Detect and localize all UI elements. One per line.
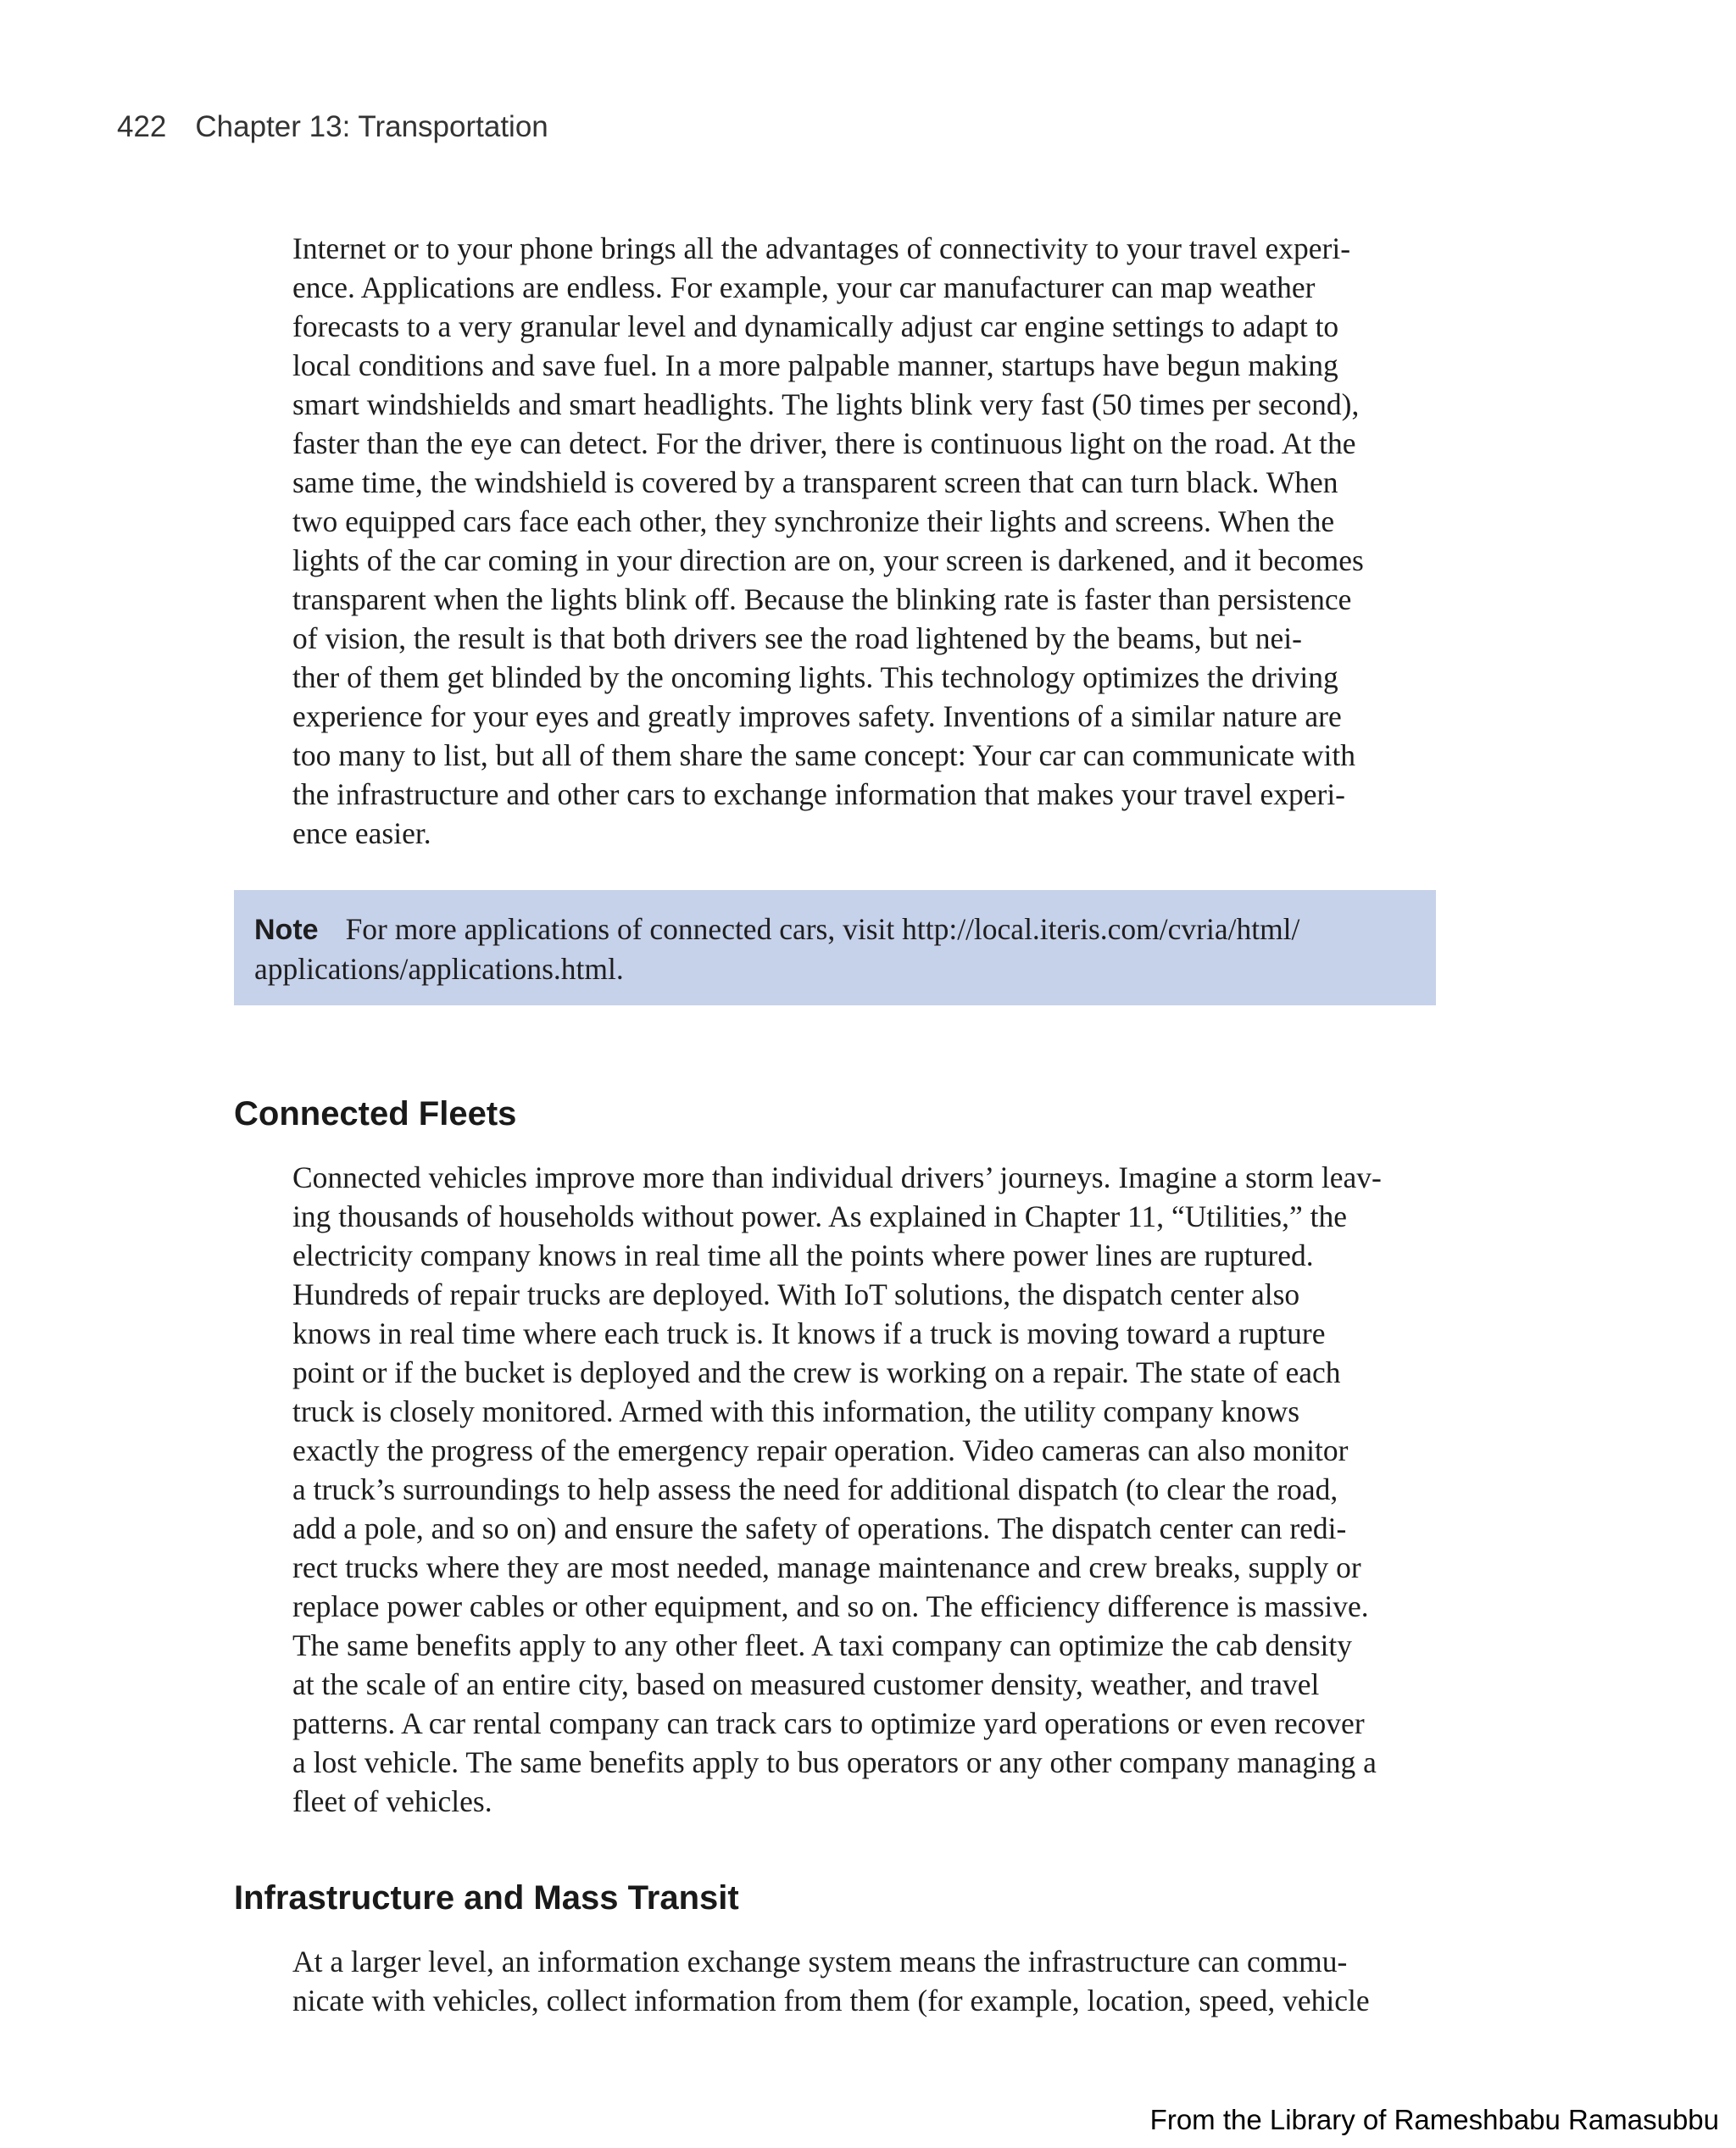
paragraph-line: fleet of vehicles. bbox=[292, 1784, 492, 1818]
paragraph-line: Internet or to your phone brings all the advantages of connectivity to your travel experi- bbox=[292, 231, 1351, 265]
note-label: Note bbox=[254, 914, 319, 946]
paragraph-line: forecasts to a very granular level and dynamically adjust car engine settings to adapt to bbox=[292, 309, 1339, 343]
paragraph-line: At a larger level, an information exchange system means the infrastructure can commu- bbox=[292, 1945, 1348, 1978]
section-heading-infrastructure: Infrastructure and Mass Transit bbox=[234, 1879, 739, 1917]
paragraph-line: too many to list, but all of them share the same concept: Your car can communicate with bbox=[292, 738, 1356, 772]
paragraph-line: at the scale of an entire city, based on measured customer density, weather, and travel bbox=[292, 1667, 1320, 1701]
paragraph-line: smart windshields and smart headlights. The lights blink very fast (50 times per second), bbox=[292, 387, 1360, 421]
paragraph-line: truck is closely monitored. Armed with this information, the utility company knows bbox=[292, 1394, 1300, 1428]
paragraph-line: lights of the car coming in your direction are on, your screen is darkened, and it becomes bbox=[292, 543, 1364, 577]
chapter-title: Chapter 13: Transportation bbox=[195, 110, 548, 143]
paragraph-line: transparent when the lights blink off. Because the blinking rate is faster than persistence bbox=[292, 582, 1352, 616]
paragraph-line: knows in real time where each truck is. It knows if a truck is moving toward a rupture bbox=[292, 1316, 1326, 1350]
paragraph-line: of vision, the result is that both drivers see the road lightened by the beams, but nei- bbox=[292, 621, 1302, 655]
paragraph-line: point or if the bucket is deployed and the crew is working on a repair. The state of each bbox=[292, 1355, 1341, 1389]
paragraph-line: same time, the windshield is covered by a transparent screen that can turn black. When bbox=[292, 465, 1338, 499]
note-text: For more applications of connected cars, visit http://local.iteris.com/cvria/html/ bbox=[345, 912, 1300, 946]
paragraph-line: replace power cables or other equipment, and so on. The efficiency difference is massive. bbox=[292, 1589, 1369, 1623]
paragraph-line: experience for your eyes and greatly improves safety. Inventions of a similar nature are bbox=[292, 699, 1342, 733]
paragraph-line: add a pole, and so on) and ensure the safety of operations. The dispatch center can redi- bbox=[292, 1511, 1347, 1545]
infrastructure-paragraph bbox=[292, 1942, 1437, 2020]
note-box bbox=[234, 890, 1436, 1005]
paragraph-line: a lost vehicle. The same benefits apply to bus operators or any other company managing a bbox=[292, 1745, 1377, 1779]
section-heading-connected-fleets: Connected Fleets bbox=[234, 1095, 517, 1132]
paragraph-line: local conditions and save fuel. In a more palpable manner, startups have begun making bbox=[292, 348, 1338, 382]
paragraph-line: electricity company knows in real time all the points where power lines are ruptured. bbox=[292, 1238, 1314, 1272]
note-line bbox=[254, 910, 1436, 949]
paragraph-line: rect trucks where they are most needed, manage maintenance and crew breaks, supply or bbox=[292, 1550, 1361, 1584]
paragraph-line: faster than the eye can detect. For the driver, there is continuous light on the road. At the bbox=[292, 426, 1356, 460]
paragraph-line: exactly the progress of the emergency repair operation. Video cameras can also monitor bbox=[292, 1433, 1349, 1467]
page-number: 422 bbox=[117, 110, 167, 143]
paragraph-line: ing thousands of households without power. As explained in Chapter 11, “Utilities,” the bbox=[292, 1199, 1347, 1233]
paragraph-line: Hundreds of repair trucks are deployed. With IoT solutions, the dispatch center also bbox=[292, 1277, 1300, 1311]
connected-fleets-paragraph bbox=[292, 1158, 1437, 1821]
intro-paragraph bbox=[292, 229, 1437, 853]
note-link-continuation: applications/applications.html. bbox=[254, 952, 624, 986]
paragraph-line: Connected vehicles improve more than individual drivers’ journeys. Imagine a storm leav- bbox=[292, 1160, 1382, 1194]
paragraph-line: The same benefits apply to any other fleet. A taxi company can optimize the cab density bbox=[292, 1628, 1352, 1662]
paragraph-line: a truck’s surroundings to help assess the need for additional dispatch (to clear the road, bbox=[292, 1472, 1338, 1506]
paragraph-line: two equipped cars face each other, they synchronize their lights and screens. When the bbox=[292, 504, 1335, 538]
paragraph-line: the infrastructure and other cars to exchange information that makes your travel experi- bbox=[292, 777, 1345, 811]
library-footer: From the Library of Rameshbabu Ramasubbu bbox=[1149, 2104, 1719, 2135]
paragraph-line: ence. Applications are endless. For example, your car manufacturer can map weather bbox=[292, 270, 1316, 304]
paragraph-line: nicate with vehicles, collect information from them (for example, location, speed, vehicle bbox=[292, 1984, 1370, 2017]
paragraph-line: ence easier. bbox=[292, 816, 431, 850]
paragraph-line: ther of them get blinded by the oncoming lights. This technology optimizes the driving bbox=[292, 660, 1338, 694]
running-header bbox=[117, 110, 548, 144]
paragraph-line: patterns. A car rental company can track cars to optimize yard operations or even recover bbox=[292, 1706, 1365, 1740]
